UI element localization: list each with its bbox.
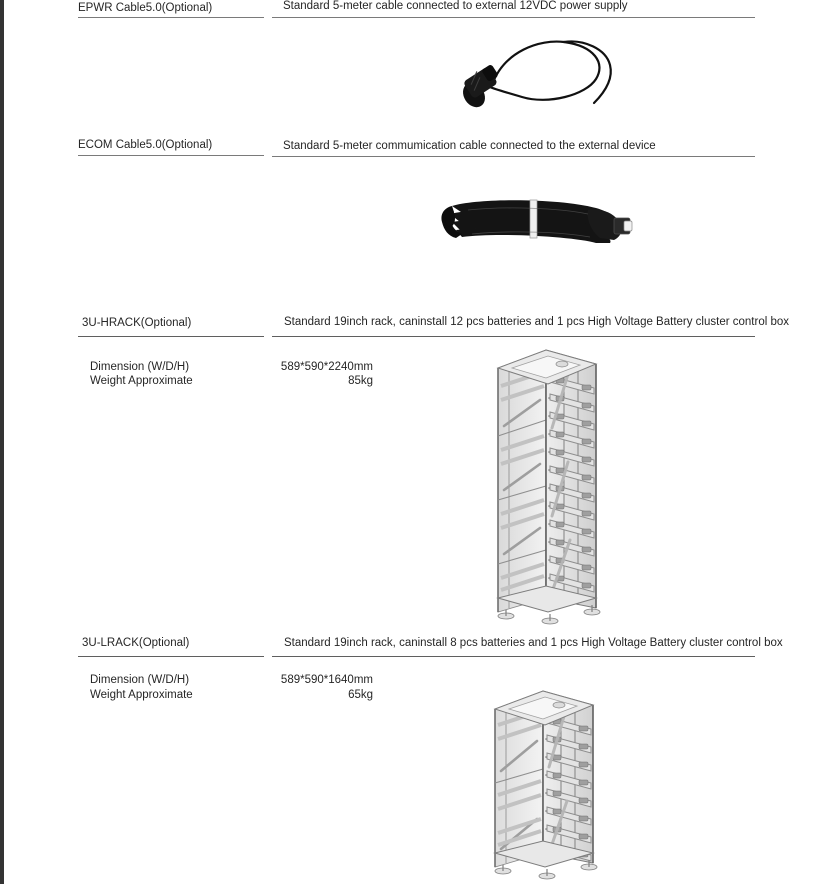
communication-cable-coil-image: [438, 188, 638, 256]
row-description-rule-3u-hrack: [272, 336, 755, 337]
row-description-rule-ecom-cable: [272, 156, 755, 157]
spec-label-hrack-dimension: Dimension (W/D/H): [90, 361, 190, 373]
spec-label-hrack-weight: Weight Approximate: [90, 375, 193, 387]
spec-value-hrack-weight: 85kg: [348, 375, 373, 387]
row-name-3u-lrack: 3U-LRACK(Optional): [82, 637, 190, 649]
spec-value-hrack-dimension: 589*590*2240mm: [280, 361, 373, 373]
row-name-rule-3u-hrack: [78, 336, 264, 337]
row-name-rule-3u-lrack: [78, 656, 264, 657]
spec-value-lrack-weight: 65kg: [348, 689, 373, 701]
row-name-ecom-cable: ECOM Cable5.0(Optional): [78, 139, 213, 151]
row-description-rule-3u-lrack: [272, 656, 755, 657]
row-description-3u-lrack: Standard 19inch rack, caninstall 8 pcs batteries and 1 pcs High Voltage Battery cluster control box: [284, 637, 783, 649]
power-cable-coil-image: [444, 33, 630, 117]
row-description-3u-hrack: Standard 19inch rack, caninstall 12 pcs batteries and 1 pcs High Voltage Battery cluster control box: [284, 316, 790, 328]
row-name-epwr-cable: EPWR Cable5.0(Optional): [78, 2, 213, 14]
short-battery-rack-image: [485, 683, 609, 881]
row-description-rule-epwr-cable: [272, 17, 755, 18]
row-description-epwr-cable: Standard 5-meter cable connected to external 12VDC power supply: [283, 0, 628, 12]
spec-label-lrack-weight: Weight Approximate: [90, 689, 193, 701]
row-description-ecom-cable: Standard 5-meter commumication cable connected to the external device: [283, 140, 656, 152]
spec-value-lrack-dimension: 589*590*1640mm: [280, 674, 373, 686]
spec-label-lrack-dimension: Dimension (W/D/H): [90, 674, 190, 686]
row-name-3u-hrack: 3U-HRACK(Optional): [82, 317, 192, 329]
row-name-rule-epwr-cable: [78, 17, 264, 18]
tall-battery-rack-image: [490, 340, 612, 628]
row-name-rule-ecom-cable: [78, 155, 264, 156]
